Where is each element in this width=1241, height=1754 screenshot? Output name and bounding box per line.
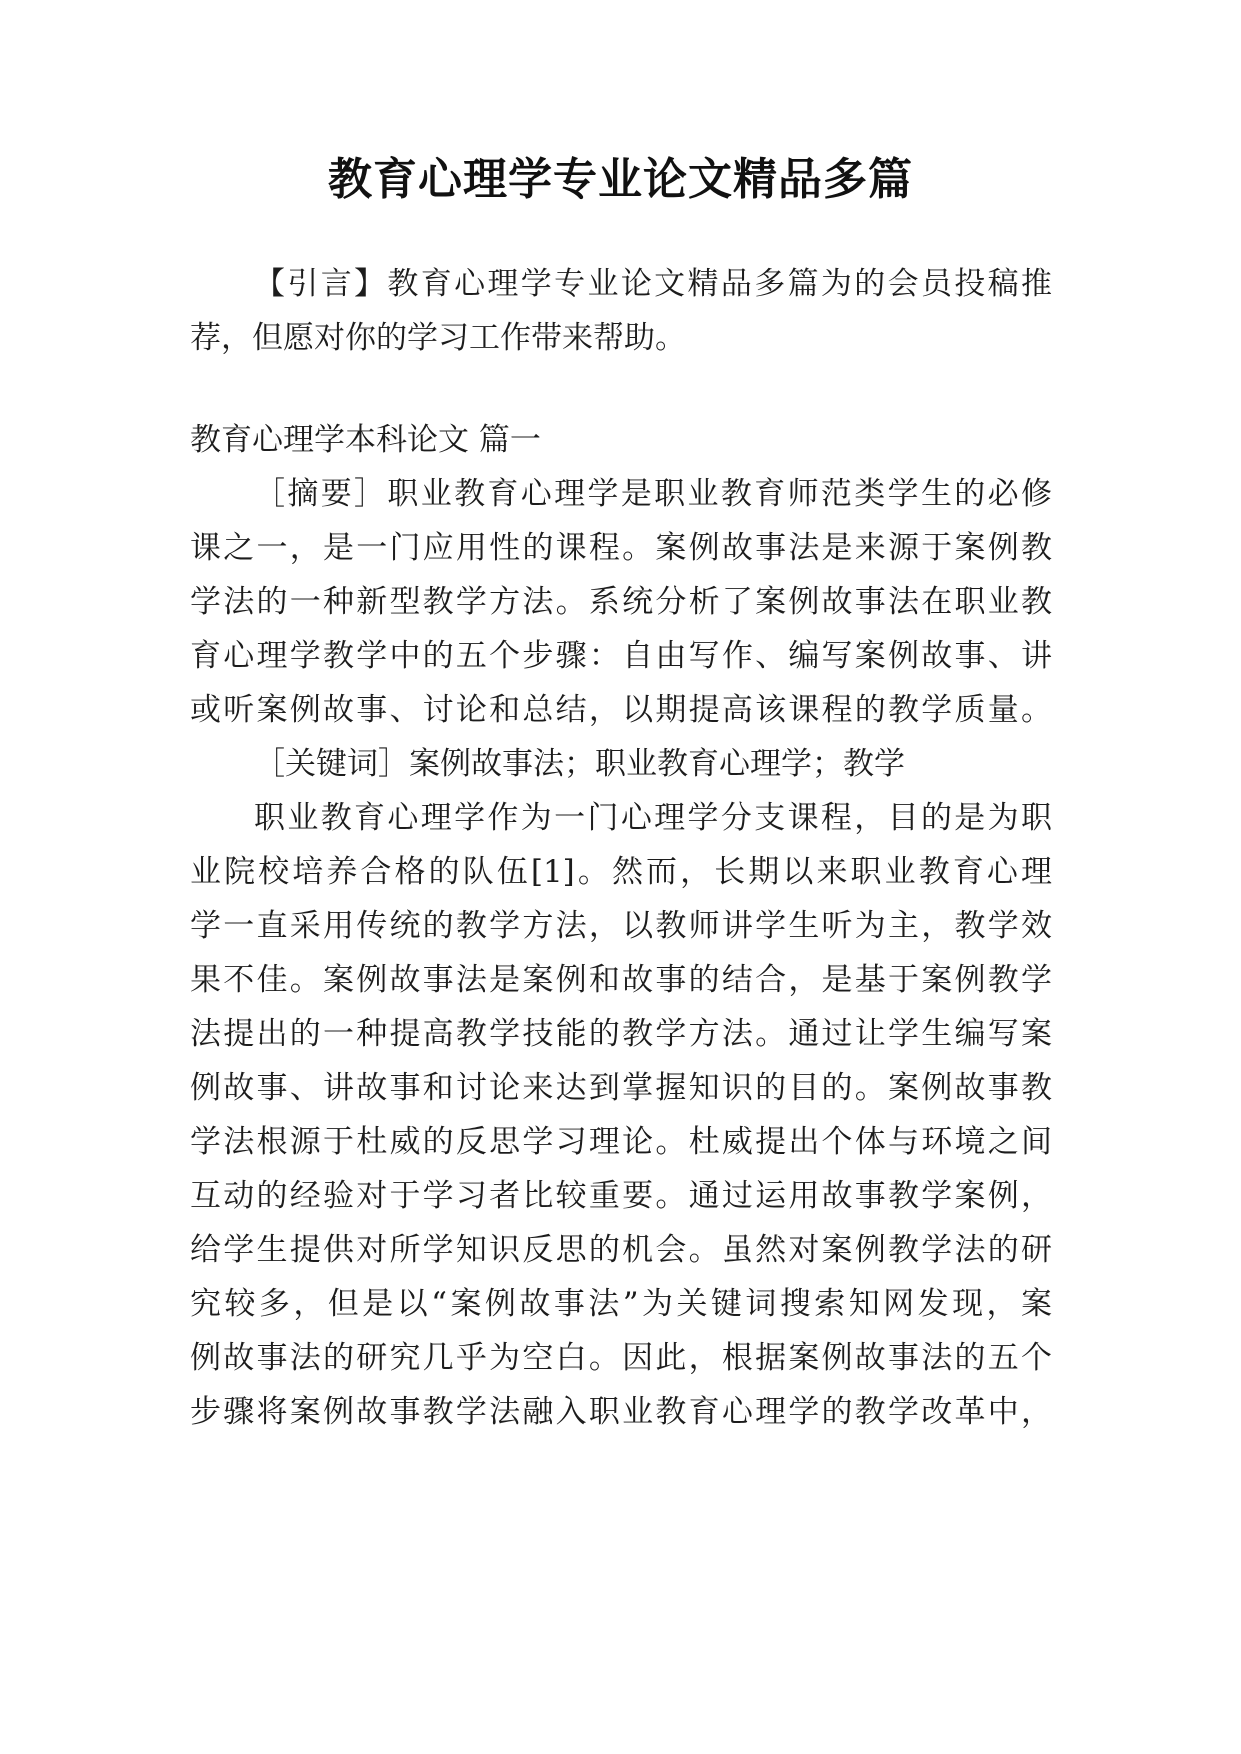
document-title: 教育心理学专业论文精品多篇 bbox=[328, 154, 913, 205]
body-line: 步骤将案例故事教学法融入职业教育心理学的教学改革中， bbox=[190, 1394, 1052, 1430]
body-line: 职业教育心理学作为一门心理学分支课程，目的是为职 bbox=[254, 800, 1052, 836]
abstract-line: 育心理学教学中的五个步骤：自由写作、编写案例故事、讲 bbox=[190, 638, 1052, 674]
section-heading: 教育心理学本科论文 篇一 bbox=[190, 422, 541, 458]
abstract-line: 课之一，是一门应用性的课程。案例故事法是来源于案例教 bbox=[190, 530, 1052, 566]
body-line: 果不佳。案例故事法是案例和故事的结合，是基于案例教学 bbox=[190, 962, 1052, 998]
abstract-line: 学法的一种新型教学方法。系统分析了案例故事法在职业教 bbox=[190, 584, 1052, 620]
body-line: 例故事、讲故事和讨论来达到掌握知识的目的。案例故事教 bbox=[190, 1070, 1052, 1106]
body-line: 学一直采用传统的教学方法，以教师讲学生听为主，教学效 bbox=[190, 908, 1052, 944]
body-line: 学法根源于杜威的反思学习理论。杜威提出个体与环境之间 bbox=[190, 1124, 1052, 1160]
body-line: 业院校培养合格的队伍[1]。然而，长期以来职业教育心理 bbox=[190, 854, 1052, 890]
intro-line: 【引言】教育心理学专业论文精品多篇为的会员投稿推 bbox=[254, 266, 1052, 302]
abstract-line: ［摘要］职业教育心理学是职业教育师范类学生的必修 bbox=[254, 476, 1052, 512]
intro-line: 荐，但愿对你的学习工作带来帮助。 bbox=[190, 320, 686, 356]
keywords-line: ［关键词］案例故事法；职业教育心理学；教学 bbox=[254, 746, 905, 782]
body-line: 给学生提供对所学知识反思的机会。虽然对案例教学法的研 bbox=[190, 1232, 1052, 1268]
abstract-line: 或听案例故事、讨论和总结，以期提高该课程的教学质量。 bbox=[190, 692, 1052, 728]
body-line: 例故事法的研究几乎为空白。因此，根据案例故事法的五个 bbox=[190, 1340, 1052, 1376]
body-line: 互动的经验对于学习者比较重要。通过运用故事教学案例， bbox=[190, 1178, 1052, 1214]
body-line: 究较多，但是以“案例故事法”为关键词搜索知网发现，案 bbox=[190, 1286, 1052, 1322]
body-line: 法提出的一种提高教学技能的教学方法。通过让学生编写案 bbox=[190, 1016, 1052, 1052]
